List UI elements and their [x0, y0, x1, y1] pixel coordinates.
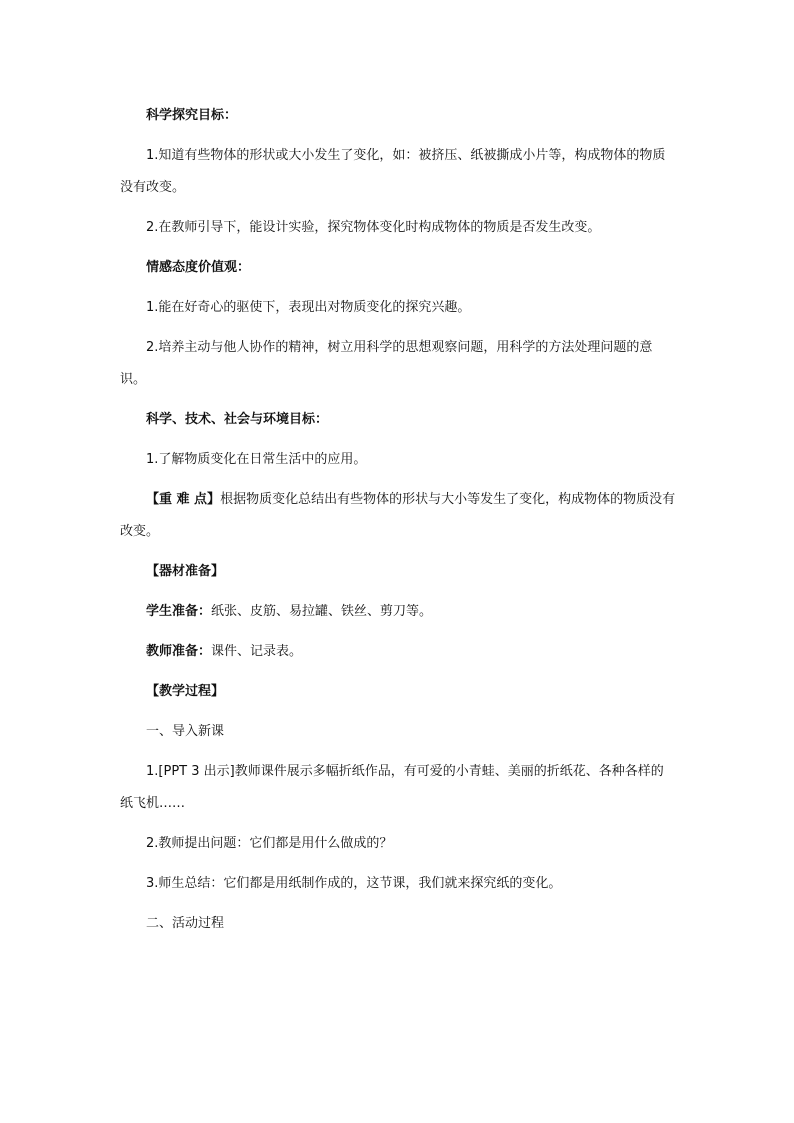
- process-part1-title: 一、导入新课: [146, 724, 225, 739]
- attitude-goal-1: 1.能在好奇心的驱使下，表现出对物质变化的探究兴趣。: [146, 300, 471, 315]
- teacher-materials: [120, 636, 676, 668]
- science-goal-1: 1.知道有些物体的形状或大小发生了变化，如：被挤压、纸被撕成小片等，构成物体的物质没有改变。: [120, 148, 666, 195]
- process-step-3: 3.师生总结：它们都是用纸制作成的，这节课，我们就来探究纸的变化。: [146, 876, 562, 891]
- key-point: [120, 484, 676, 548]
- attitude-goals-heading: 情感态度价值观：: [146, 260, 251, 275]
- student-materials-label: 学生准备：: [146, 604, 212, 619]
- process-step-1: 1.[PPT 3 出示]教师课件展示多幅折纸作品，有可爱的小青蛙、美丽的折纸花、各种各样的纸飞机……: [120, 764, 664, 811]
- key-point-text: 根据物质变化总结出有些物体的形状与大小等发生了变化，构成物体的物质没有改变。: [120, 492, 676, 539]
- process-part2-title: 二、活动过程: [146, 916, 225, 931]
- science-goal-2: 2.在教师引导下，能设计实验，探究物体变化时构成物体的物质是否发生改变。: [146, 220, 601, 235]
- document-body: [120, 100, 676, 948]
- student-materials: [120, 596, 676, 628]
- process-heading: 【教学过程】: [146, 684, 225, 699]
- student-materials-text: 纸张、皮筋、易拉罐、铁丝、剪刀等。: [211, 604, 433, 619]
- science-goals-heading: 科学探究目标：: [146, 108, 238, 123]
- key-point-label: 【重 难 点】: [146, 492, 221, 507]
- teacher-materials-label: 教师准备：: [146, 644, 212, 659]
- teacher-materials-text: 课件、记录表。: [211, 644, 303, 659]
- sts-goals-heading: 科学、技术、社会与环境目标：: [146, 412, 329, 427]
- process-step-2: 2.教师提出问题：它们都是用什么做成的？: [146, 836, 393, 851]
- materials-heading: 【器材准备】: [146, 564, 225, 579]
- attitude-goal-2: 2.培养主动与他人协作的精神，树立用科学的思想观察问题，用科学的方法处理问题的意识。: [120, 340, 653, 387]
- sts-goal-1: 1.了解物质变化在日常生活中的应用。: [146, 452, 367, 467]
